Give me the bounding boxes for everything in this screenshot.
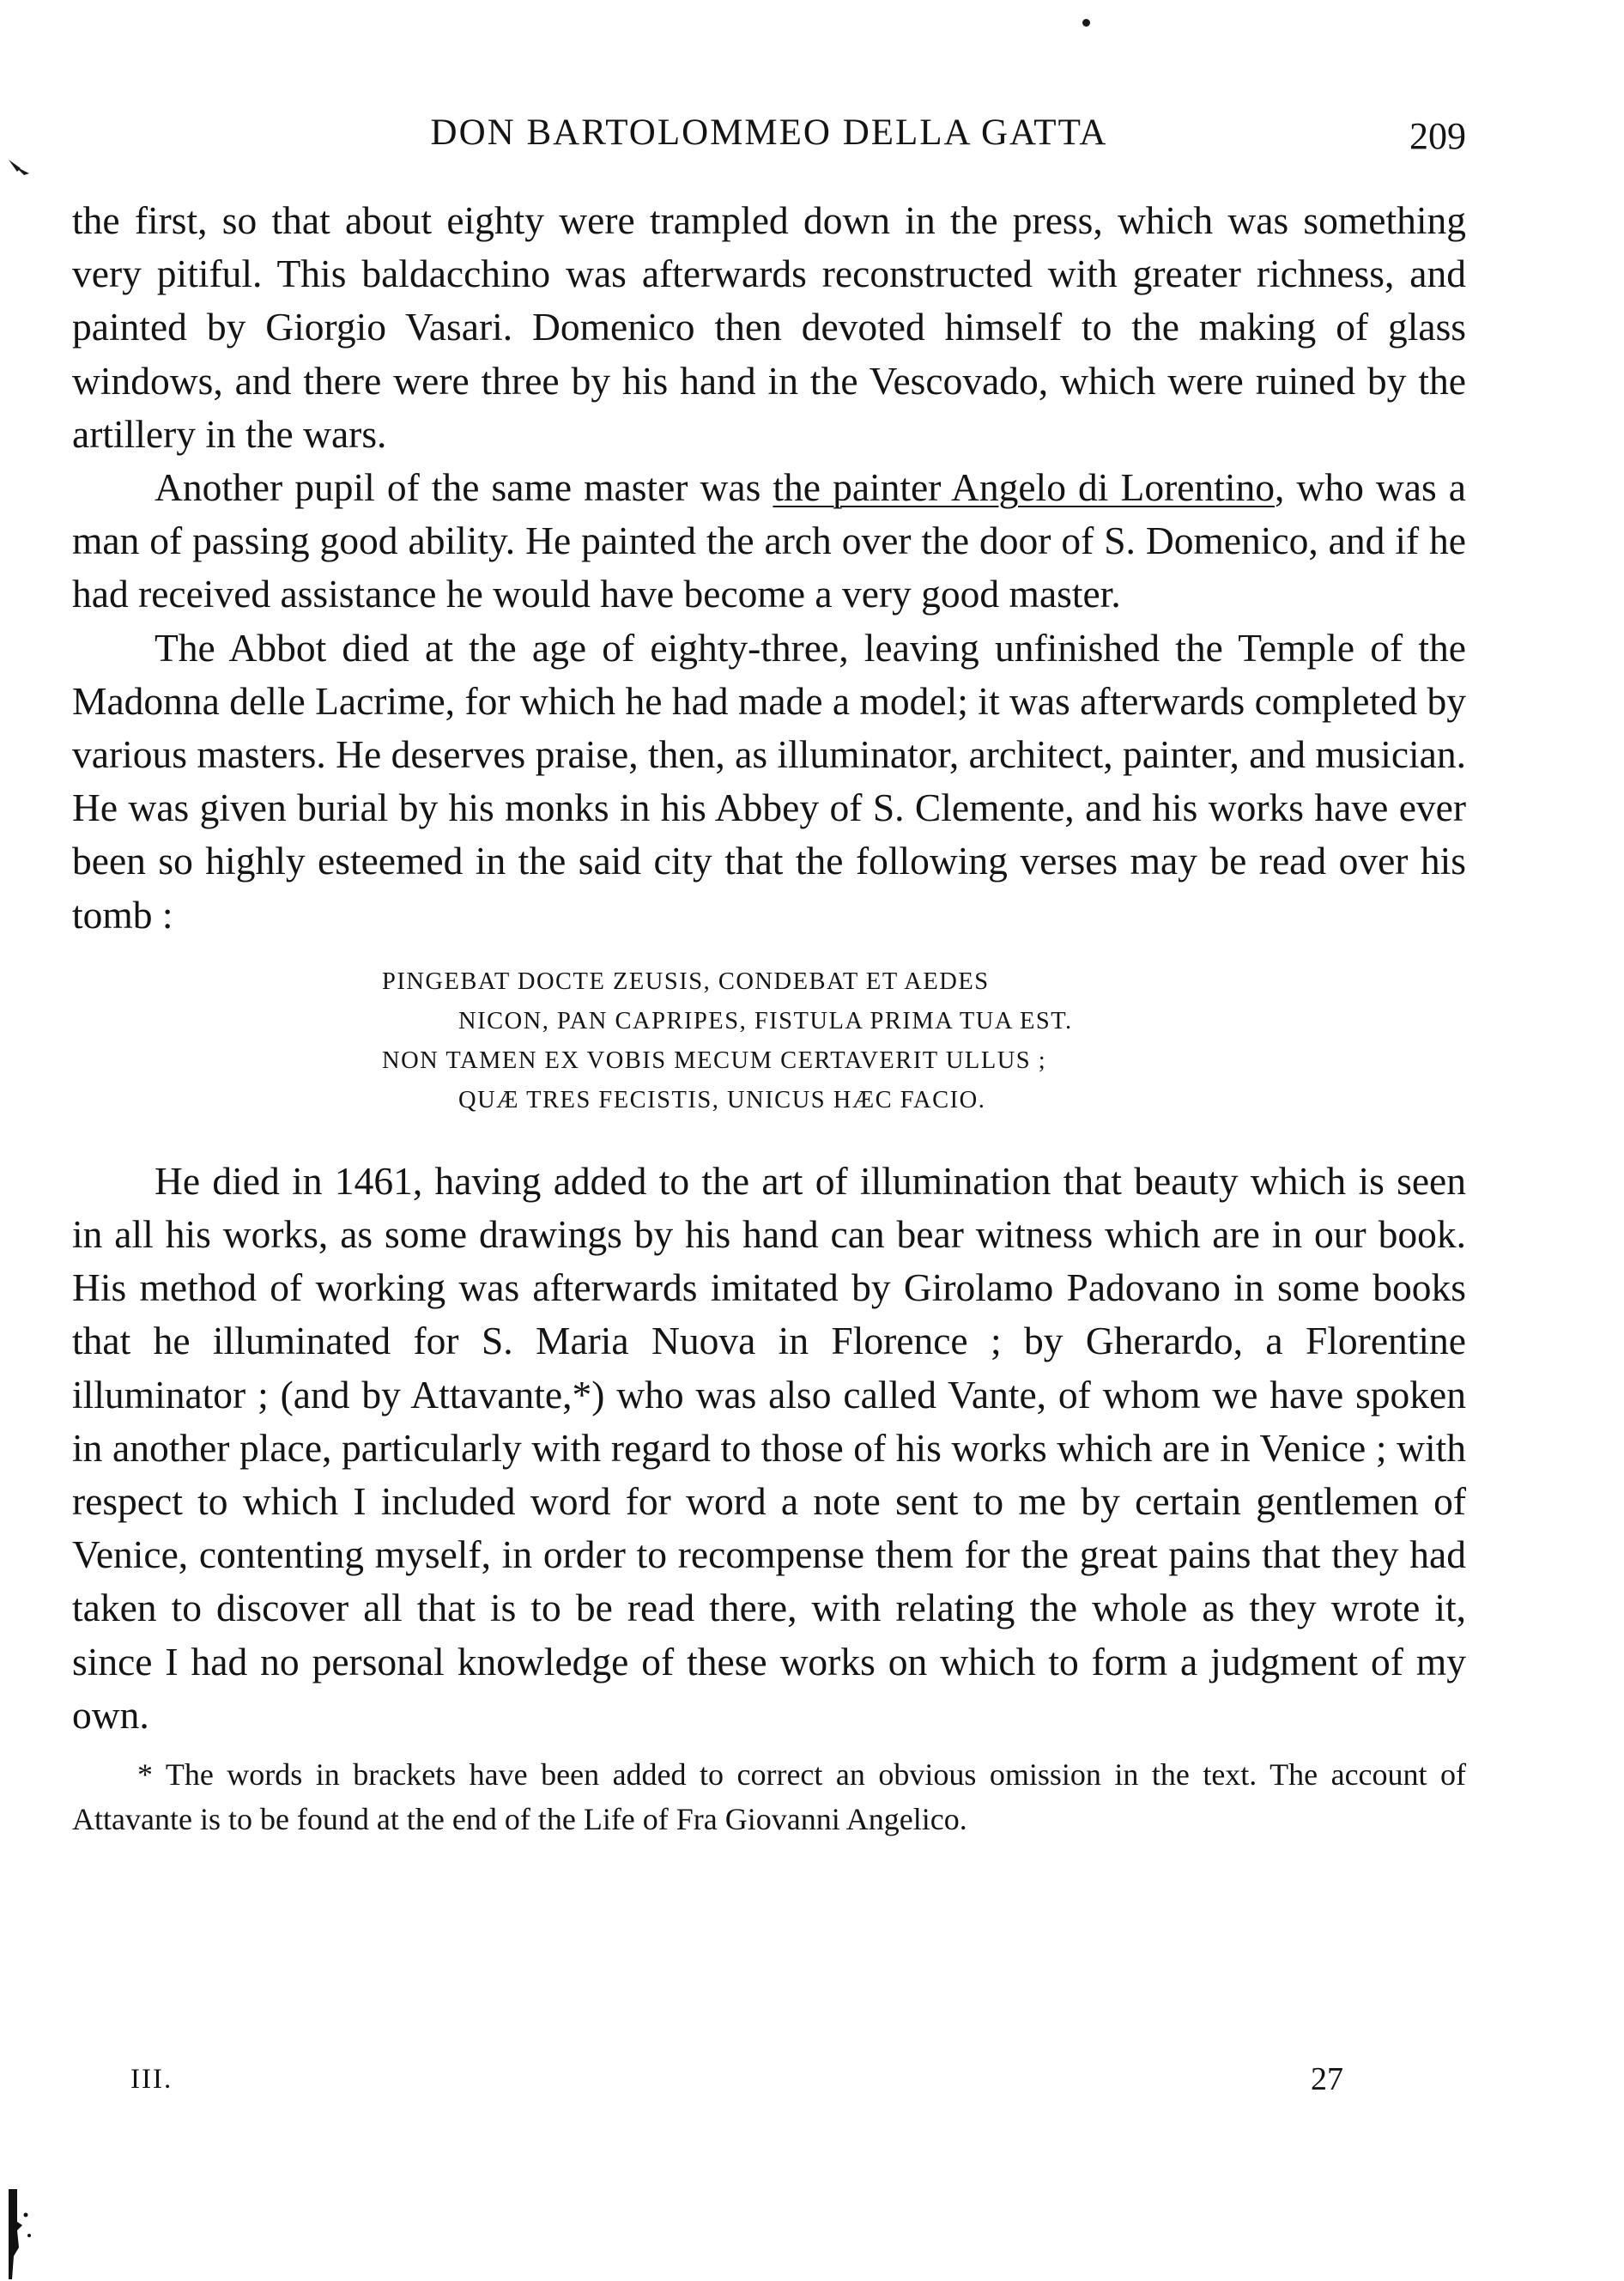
- body-text: [72, 194, 1466, 1841]
- epitaph-verse: [72, 962, 1466, 1120]
- signature-mark: III.: [130, 2064, 173, 2095]
- verse-line-4: QUÆ TRES FECISTIS, UNICUS HÆC FACIO.: [458, 1086, 986, 1113]
- paragraph-2-end: , who was a man of passing good ability. He painted the arch over the door of S. Domenico, and if he had received assistance he would have become a very good master.: [72, 465, 1466, 616]
- verse-line-3: NON TAMEN EX VOBIS MECUM CERTAVERIT ULLUS ;: [382, 1046, 1047, 1074]
- paragraph-2: [72, 461, 1466, 622]
- paragraph-3: The Abbot died at the age of eighty-three, leaving unfinished the Temple of the Madonna delle Lacrime, for which he had made a model; it was afterwards completed by various masters. He deserves praise, then, as illuminator, architect, painter, and musician. He was given burial by his monks in his Abbey of S. Clemente, and his works have ever been so highly esteemed in the said city that the following verses may be read over his tomb :: [72, 625, 1466, 937]
- running-title: DON BARTOLOMMEO DELLA GATTA: [430, 112, 1108, 153]
- verse-line-2: NICON, PAN CAPRIPES, FISTULA PRIMA TUA EST.: [458, 1007, 1073, 1034]
- gathering-number: 27: [1311, 2061, 1343, 2097]
- footnote: * The words in brackets have been added to correct an obvious omission in the text. The account of Attavante is to be found at the end of the Life of Fra Giovanni Angelico.: [72, 1757, 1466, 1837]
- underlined-phrase: the painter Angelo di Lorentino: [773, 465, 1275, 510]
- paragraph-1: the first, so that about eighty were trampled down in the press, which was something very pitiful. This baldacchino was afterwards reconstructed with greater richness, and painted by Giorgio Vasari. Domenico then devoted himself to the making of glass windows, and there were three by his hand in the Vescovado, which were ruined by the artillery in the wars.: [72, 198, 1466, 456]
- binding-edge-mark-icon: [5, 2187, 36, 2281]
- paragraph-2-start: Another pupil of the same master was: [155, 465, 773, 510]
- running-header: [72, 107, 1466, 159]
- margin-arrow-icon: [7, 156, 33, 177]
- page-number: 209: [1409, 115, 1466, 157]
- paragraph-4: He died in 1461, having added to the art of illumination that beauty which is seen in all his works, as some drawings by his hand can bear witness which are in our book. His method of working was afterwards imitated by Girolamo Padovano in some books that he illuminated for S. Maria Nuova in Florence ; by Gherardo, a Florentine illuminator ; (and by Attavante,*) who was also called Vante, of whom we have spoken in another place, particularly with regard to those of his works which are in Venice ; with respect to which I included word for word a note sent to me by certain gentlemen of Venice, contenting myself, in order to recompense them for the great pains that they had taken to discover all that is to be read there, with relating the whole as they wrote it, since I had no personal knowledge of these works on which to form a judgment of my own.: [72, 1158, 1466, 1737]
- verse-line-1: PINGEBAT DOCTE ZEUSIS, CONDEBAT ET AEDES: [382, 968, 990, 995]
- ink-dot-mark: [1082, 19, 1090, 27]
